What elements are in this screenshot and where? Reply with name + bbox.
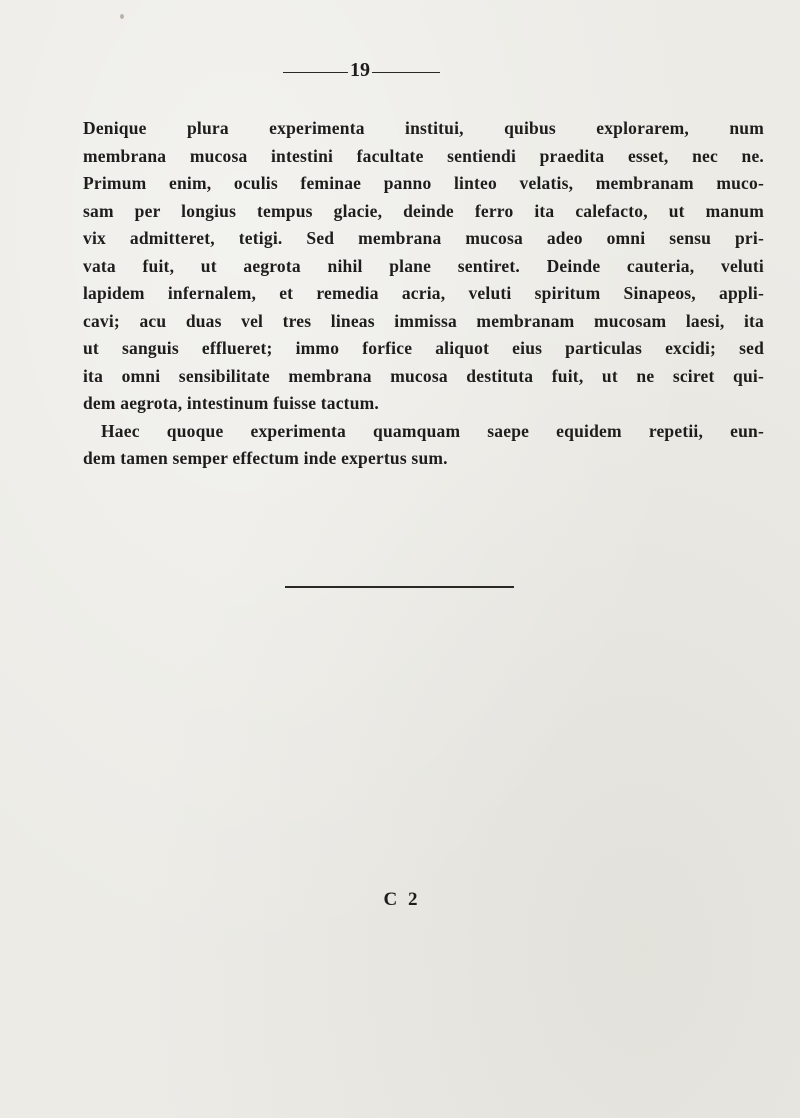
text-line: dem tamen semper effectum inde expertus sum. — [83, 448, 448, 468]
text-line: dem aegrota, intestinum fuisse tactum. — [83, 393, 379, 413]
page-header — [0, 46, 800, 81]
text-line: Primum enim, oculis feminae panno linteo velatis, membranam muco- — [83, 173, 764, 193]
text-line: Denique plura experimenta institui, quibus explorarem, num — [83, 118, 764, 138]
header-rule-left — [283, 72, 348, 73]
text-line: vata fuit, ut aegrota nihil plane sentiret. Deinde cauteria, veluti — [83, 255, 764, 276]
text-line: sam per longius tempus glacie, deinde ferro ita calefacto, ut manum — [83, 200, 764, 221]
paper-speck — [120, 14, 124, 19]
body-text — [83, 115, 764, 473]
text-line: cavi; acu duas vel tres lineas immissa membranam mucosam laesi, ita — [83, 310, 764, 331]
page-number: 19 — [350, 59, 370, 81]
header-rule-right — [372, 72, 440, 73]
text-line: ita omni sensibilitate membrana mucosa destituta fuit, ut ne sciret qui- — [83, 365, 764, 386]
text-line: vix admitteret, tetigi. Sed membrana mucosa adeo omni sensu pri- — [83, 228, 764, 248]
section-divider — [285, 586, 514, 588]
text-line: Haec quoque experimenta quamquam saepe equidem repetii, eun- — [101, 420, 764, 441]
text-line: membrana mucosa intestini facultate sentiendi praedita esset, nec ne. — [83, 145, 764, 166]
text-line: ut sanguis efflueret; immo forfice aliquot eius particulas excidi; sed — [83, 338, 764, 358]
signature-mark: C 2 — [383, 889, 421, 910]
paragraph-1 — [83, 115, 764, 418]
paragraph-2 — [83, 418, 764, 473]
text-line: lapidem infernalem, et remedia acria, veluti spiritum Sinapeos, appli- — [83, 283, 764, 303]
